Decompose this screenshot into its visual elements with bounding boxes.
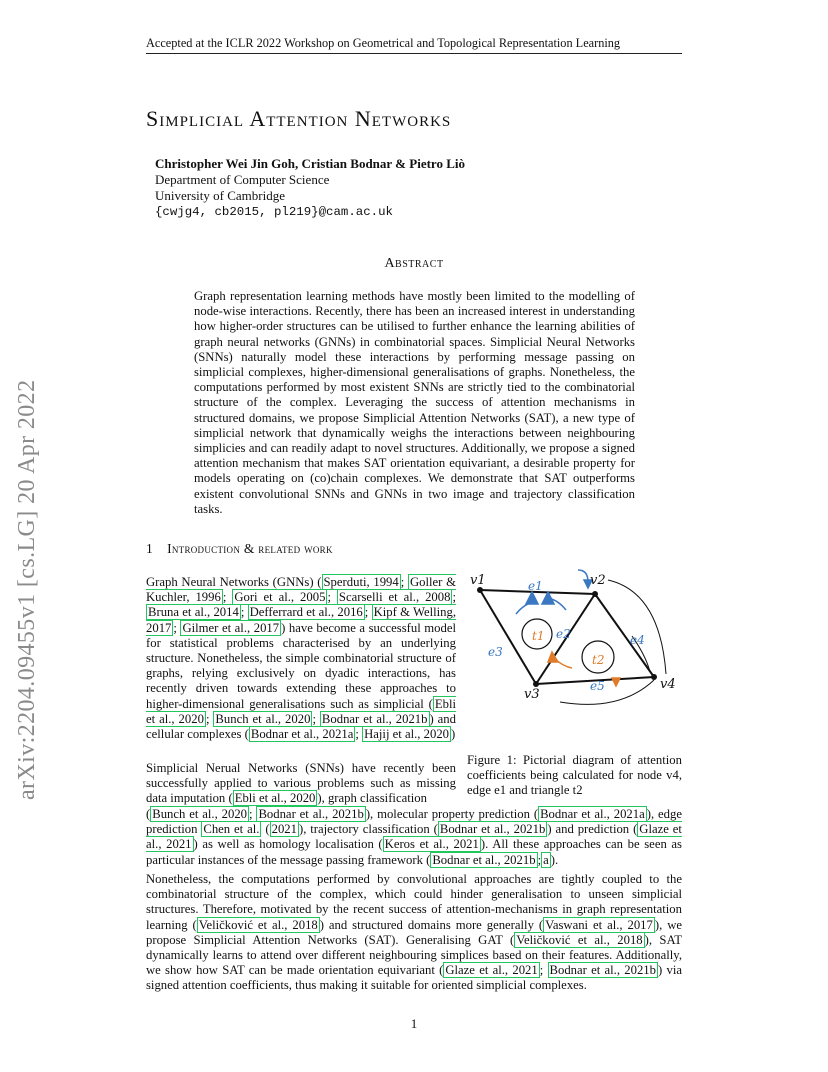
citation-link[interactable]: Kipf & Welling, 2017 [146, 605, 457, 635]
citation-link[interactable]: Bodnar et al., 2021a [540, 807, 645, 821]
citation-link[interactable]: Bodnar et al., 2021b [321, 711, 428, 726]
label-e4: e4 [630, 633, 645, 647]
label-e2: e2 [556, 627, 571, 641]
label-v4: v4 [660, 677, 676, 692]
citation-link[interactable]: Defferrard et al., 2016 [249, 605, 363, 620]
citation-link[interactable]: Vaswani et al., 2017 [545, 917, 653, 932]
section-heading [146, 541, 333, 557]
paper-title: Simplicial Attention Networks [146, 106, 452, 131]
citation-link[interactable]: Bodnar et al., 2021b [432, 852, 536, 867]
intro-paragraph-2-full: ( Bunch et al., 2020 ; Bodnar et al., 2021b ), molecular property prediction ( Bodnar et al., 2021a ), edge prediction Chen et al. ( 2021 ), trajectory classification ( Bodnar et al., 2021b ) and prediction ( Glaze et al., 2021 ) as well as homology localisation ( Keros et al., 2021 ). All these approaches can be seen as particular instances of the message passing framework ( Bodnar et al., 2021b ; a ). [146, 807, 682, 867]
label-v2: v2 [590, 573, 606, 588]
citation-link[interactable]: Chen et al. [203, 822, 260, 837]
arxiv-stamp: arXiv:2204.09455v1 [cs.LG] 20 Apr 2022 [14, 379, 40, 800]
citation-link[interactable]: Veličković et al., 2018 [516, 932, 643, 947]
author-block [155, 156, 465, 220]
citation-link[interactable]: Glaze et al., 2021 [445, 963, 538, 978]
citation-link[interactable]: Hajij et al., 2020 [364, 727, 450, 742]
citation-link[interactable]: Sperduti, 1994 [323, 575, 399, 589]
author-names: Christopher Wei Jin Goh, Cristian Bodnar & Pietro Liò [155, 156, 465, 171]
citation-link[interactable]: Goller & Kuchler, 1996 [146, 575, 456, 605]
citation-link[interactable]: Gilmer et al., 2017 [182, 620, 280, 635]
university: University of Cambridge [155, 188, 285, 203]
abstract-text: Graph representation learning methods have mostly been limited to the modelling of node-wise interactions. Recently, there has been an increased interest in understanding how higher-order structures can be utilised to further enhance the learning abilities of graph neural networks (GNNs) in combinatorial spaces. Simplicial Neural Networks (SNNs) naturally model these interactions by performing message passing on simplicial complexes, higher-dimensional generalisations of graphs. Nonetheless, the computations performed by most existent SNNs are strictly tied to the combinatorial structure of the complex. Leveraging the success of attention mechanisms in structured domains, we propose Simplicial Attention Networks (SAT), a new type of simplicial network that dynamically weighs the interactions between neighbouring simplicies and can readily adapt to novel structures. Additionally, we propose a signed attention mechanism that makes SAT orientation equivariant, a desirable property for models operating on (co)chain complexes. We demonstrate that SAT outperforms existent convolutional SNNs and GNNs in two image and trajectory classification tasks. [194, 289, 635, 516]
author-email: {cwjg4, cb2015, pl219}@cam.ac.uk [155, 205, 393, 219]
label-e3: e3 [488, 645, 503, 659]
section-number: 1 [146, 541, 154, 556]
citation-link[interactable]: 2021 [271, 822, 297, 837]
intro-paragraph-2-left: Simplicial Nerual Networks (SNNs) have recently been successfully applied to various problems such as missing data imputation ( Ebli et al., 2020 ), graph classification [146, 761, 456, 806]
page-number: 1 [410, 1016, 418, 1031]
attention-arc-v3-v4 [560, 680, 654, 704]
citation-link[interactable]: Bodnar et al., 2021a [250, 727, 354, 742]
label-e5: e5 [590, 679, 605, 693]
citation-link[interactable]: Bodnar et al., 2021b [258, 807, 364, 821]
abstract-heading: Abstract [384, 256, 444, 271]
citation-link[interactable]: Gori et al., 2005 [234, 590, 326, 605]
citation-link[interactable]: Bodnar et al., 2021b [439, 822, 546, 837]
attention-arrowhead-1 [526, 592, 538, 604]
node-v4 [651, 674, 657, 680]
citation-link[interactable]: Veličković et al., 2018 [198, 917, 318, 932]
attention-arrowhead-t2-b [612, 678, 620, 686]
node-v2 [592, 591, 598, 597]
citation-link[interactable]: Bruna et al., 2014 [148, 605, 239, 620]
running-header: Accepted at the ICLR 2022 Workshop on Geometrical and Topological Representation Learning [146, 36, 682, 54]
simplicial-complex-diagram [462, 566, 692, 746]
citation-link[interactable]: Keros et al., 2021 [384, 837, 479, 852]
label-e1: e1 [528, 579, 543, 593]
intro-paragraph-3: Nonetheless, the computations performed by convolutional approaches are tightly coupled to the combinatorial structure of the complex, which could hinder generalisation to unseen simplicial structures. Therefore, motivated by the recent success of attention-mechanisms in graph representation learning ( Veličković et al., 2018 ) and structured domains more generally ( Vaswani et al., 2017 ), we propose Simplicial Attention Networks (SAT). Generalising GAT ( Veličković et al., 2018 ), SAT dynamically learns to attend over different neighbouring simplices based on their features. Additionally, we show how SAT can be made orientation equivariant ( Glaze et al., 2021 ; Bodnar et al., 2021b ) via signed attention coefficients, thus making it suitable for oriented simplicial complexes. [146, 872, 682, 993]
citation-link[interactable]: Bunch et al., 2020 [215, 711, 311, 726]
label-v1: v1 [470, 573, 486, 588]
citation-link[interactable]: a [543, 852, 549, 867]
citation-link[interactable]: Bunch et al., 2020 [152, 807, 248, 821]
citation-link[interactable]: Bodnar et al., 2021b [549, 963, 656, 978]
label-t1: t1 [532, 629, 545, 643]
department: Department of Computer Science [155, 172, 330, 187]
intro-paragraph-1: Graph Neural Networks (GNNs) ( Sperduti, 1994 ; Goller & Kuchler, 1996 ; Gori et al., 2005 ; Scarselli et al., 2008 ; Bruna et al., 2014 ; Defferrard et al., 2016 ; Kipf & Welling, 2017 ; Gilmer et al., 2017 ) have become a successful model for statistical problems characterised by an underlying structure. Nonetheless, the simple combinatorial structure of graphs, relying exclusively on dyadic interactions, has recently driven towards extending these approaches to higher-dimensional generalisations such as simplicial ( Ebli et al., 2020 ; Bunch et al., 2020 ; Bodnar et al., 2021b ) and cellular complexes ( Bodnar et al., 2021a ; Hajij et al., 2020 ) [146, 575, 457, 742]
attention-arc-v2-v4 [608, 580, 666, 674]
section-title: Introduction & related work [167, 541, 333, 556]
label-t2: t2 [592, 653, 605, 667]
citation-link[interactable]: Ebli et al., 2020 [146, 696, 456, 726]
figure-1 [462, 566, 692, 746]
citation-link[interactable]: Ebli et al., 2020 [234, 791, 316, 806]
figure-caption: Figure 1: Pictorial diagram of attention coefficients being calculated for node v4, edge e1 and triangle t2 [467, 753, 682, 798]
citation-link[interactable]: Scarselli et al., 2008 [338, 590, 451, 605]
citation-link[interactable]: Glaze et al., 2021 [146, 822, 682, 852]
label-v3: v3 [524, 687, 540, 702]
